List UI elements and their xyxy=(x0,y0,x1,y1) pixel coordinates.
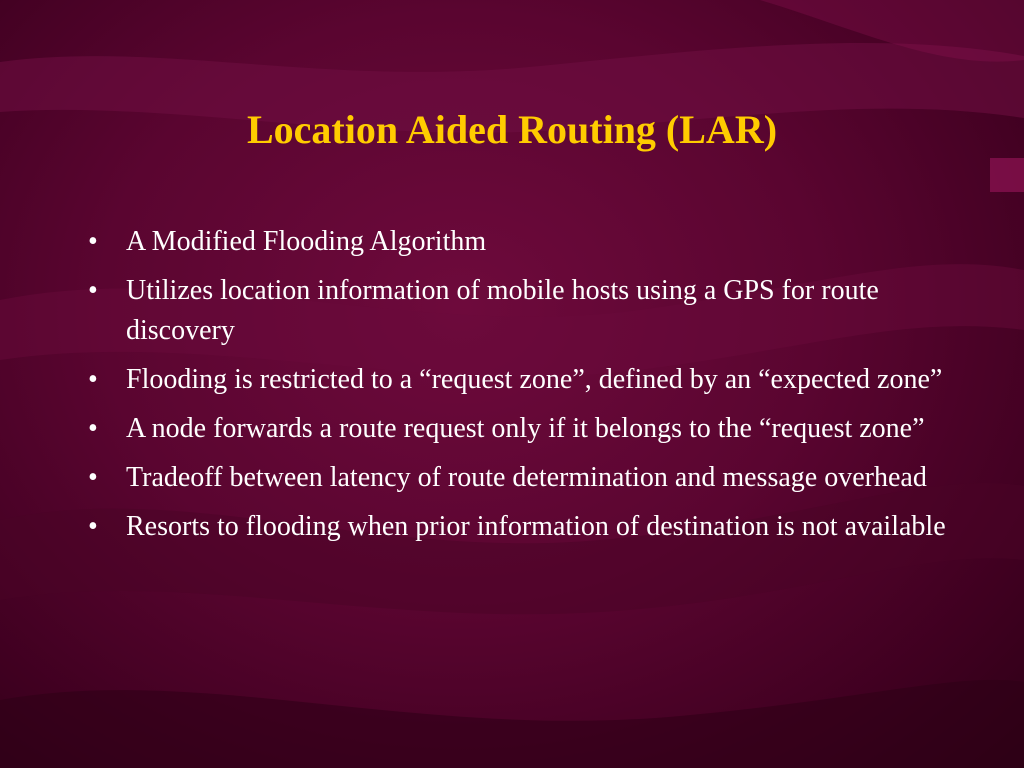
bullet-text: A node forwards a route request only if it belongs to the “request zone” xyxy=(126,413,925,444)
bullet-dot: • xyxy=(88,413,98,444)
right-edge-tab xyxy=(990,158,1024,192)
bullet-item xyxy=(76,360,946,400)
bullet-text: Utilizes location information of mobile hosts using a GPS for route discovery xyxy=(126,275,879,346)
bullet-dot: • xyxy=(88,226,98,257)
bullet-text: Flooding is restricted to a “request zone”, defined by an “expected zone” xyxy=(126,364,943,395)
bullet-item xyxy=(76,222,946,262)
bullet-dot: • xyxy=(88,275,98,306)
bullet-dot: • xyxy=(88,364,98,395)
bullet-item xyxy=(76,458,946,498)
slide-title: Location Aided Routing (LAR) xyxy=(246,107,778,152)
bullet-item xyxy=(76,409,946,449)
bullet-dot: • xyxy=(88,511,98,542)
bullet-item xyxy=(76,271,946,351)
bullet-text: A Modified Flooding Algorithm xyxy=(126,226,487,257)
wave-bottom xyxy=(0,680,1024,768)
bullet-text: Resorts to flooding when prior information of destination is not available xyxy=(126,511,946,542)
bullet-text: Tradeoff between latency of route determination and message overhead xyxy=(126,462,927,493)
bullet-item xyxy=(76,507,946,547)
bullet-dot: • xyxy=(88,462,98,493)
bullet-list xyxy=(76,222,946,556)
